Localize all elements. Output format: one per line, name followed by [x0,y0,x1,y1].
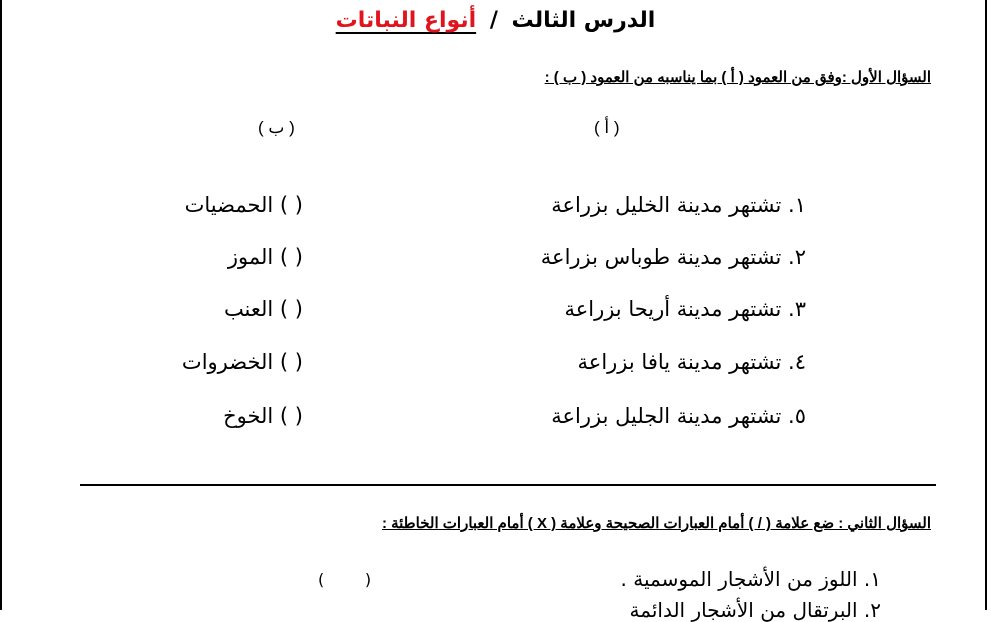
list-item [564,297,806,321]
item-text: تشتهر مدينة الجليل بزراعة [551,404,782,428]
column-a-heading: ( أ ) [594,118,620,137]
item-text: تشتهر مدينة يافا بزراعة [577,350,782,374]
statement-item: ١. اللوز من الأشجار الموسمية . [620,567,881,591]
answer-choice[interactable]: ( ) الخضروات [181,350,303,374]
answer-choice[interactable]: ( ) الحمضيات [184,193,303,217]
column-b-heading: ( ب ) [258,118,295,137]
answer-choice[interactable]: ( ) الخوخ [223,404,303,428]
item-number: ٢. [788,245,806,269]
lesson-label: الدرس الثالث [511,8,656,33]
list-item [551,404,806,428]
right-border [985,0,987,610]
item-number: ٥. [788,404,806,428]
list-item [551,193,806,217]
page-title [0,8,991,33]
list-item [541,245,806,269]
title-separator: / [489,8,498,33]
left-border [0,0,2,610]
item-text: تشتهر مدينة أريحا بزراعة [564,297,782,321]
question-1-heading: السؤال الأول :وفق من العمود ( أ ) بما يناسبه من العمود ( ب ) : [544,69,931,86]
item-text: تشتهر مدينة طوباس بزراعة [540,245,782,269]
item-number: ٣. [788,297,806,321]
answer-choice[interactable]: ( ) الموز [227,245,303,269]
question-2-heading: السؤال الثاني : ضع علامة ( / ) أمام العبارات الصحيحة وعلامة ( X ) أمام العبارات الخاطئة : [381,515,931,532]
lesson-topic: أنواع النباتات [335,8,477,33]
statement-item-partial: ٢. البرتقال من الأشجار الدائمة [629,598,881,622]
item-text: تشتهر مدينة الخليل بزراعة [551,193,782,217]
answer-box[interactable]: ( ) [318,570,372,589]
list-item [578,350,806,374]
item-number: ١. [788,193,806,217]
section-divider [80,484,936,486]
item-number: ٤. [788,350,806,374]
answer-choice[interactable]: ( ) العنب [223,297,303,321]
